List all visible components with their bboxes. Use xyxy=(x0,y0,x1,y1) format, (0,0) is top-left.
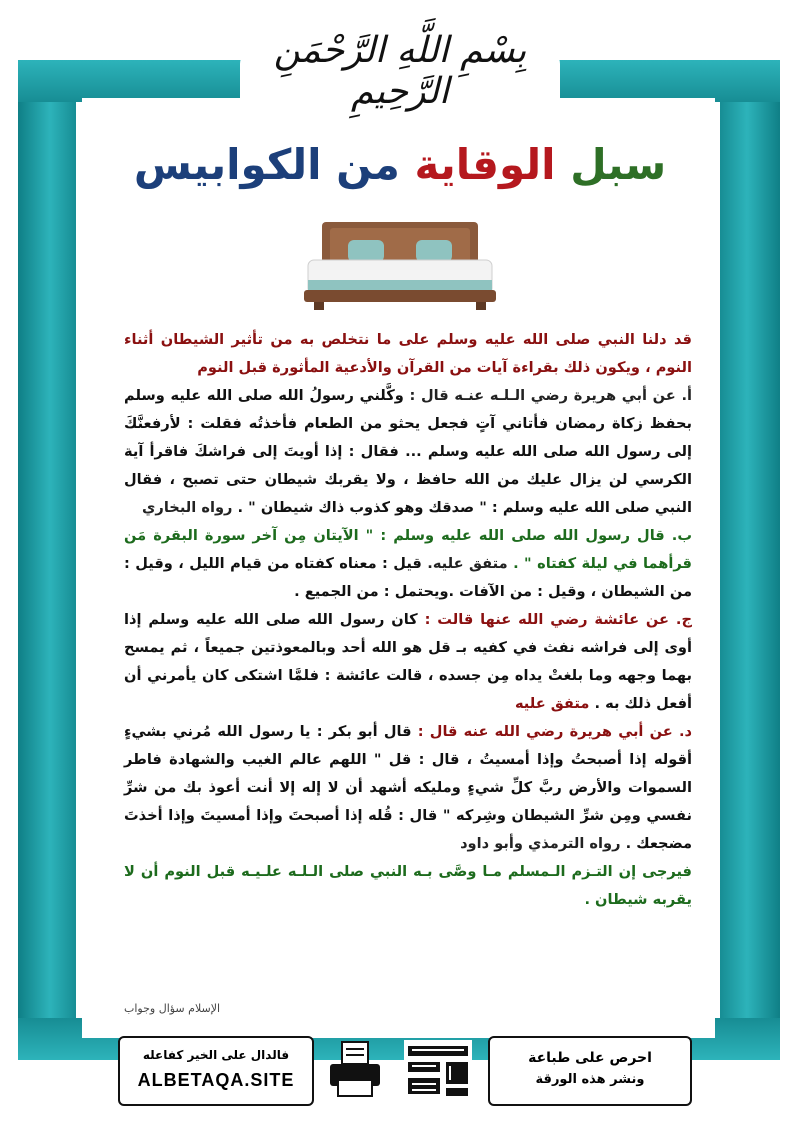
title-word-2: الوقاية xyxy=(414,140,556,189)
hadith-a xyxy=(124,382,692,522)
hadith-b-text: " الآيتان مِن آخر سورة البقرة مَن قرأهما في ليلة كفتاه " . xyxy=(124,527,692,572)
footer-print-box xyxy=(488,1036,692,1106)
basmala-calligraphy: بِسْمِ اللَّهِ الرَّحْمَنِ الرَّحِيمِ xyxy=(273,30,527,112)
hadith-b-source: متفق عليه. xyxy=(427,555,508,572)
hadith-d xyxy=(124,718,692,858)
printer-icon xyxy=(328,1040,382,1100)
dawa-logo xyxy=(400,1036,476,1104)
frame-left-bar xyxy=(18,60,76,1060)
hadith-c xyxy=(124,606,692,718)
hadith-a-text: وكَّلني رسولُ الله صلى الله عليه وسلم بحفظ زكاة رمضان فأتاني آتٍ فجعل يحثو من الطعام فأخذتُه فقلت : لأرفعنَّكَ إلى رسول الله صلى الله عليه وسلم ... فقال : إذا أويتَ إلى فراشكَ فاقرأ آية الكرسي لن يزال عليك من الله حافظ ، ولا يقربك شيطان حتى تصبح ، فقال النبي صلى الله عليه وسلم : " صدقك وهو كذوب ذاك شيطان " . xyxy=(124,387,692,516)
footer-print-line2: ونشر هذه الورقة xyxy=(535,1072,645,1087)
frame-right-bar xyxy=(720,60,780,1060)
bed-icon xyxy=(304,218,496,310)
footer-bar xyxy=(118,1036,688,1104)
hadith-c-source: متفق عليه xyxy=(514,695,590,712)
hadith-a-source: رواه البخاري xyxy=(142,499,233,516)
hadith-d-text: قال أبو بكر : يا رسول الله مُرني بشيءٍ أقوله إذا أصبحتُ وإذا أمسيتُ ، قال : قل " اللهم عالم الغيب والشهادة فاطر السموات والأرض ربَّ كلِّ شيءٍ ومليكه أشهد أن لا إله إلا أنت أعوذ بك من شرِّ نفسي ومِن شرِّ الشيطان وشِركه " قال : قُله إذا أصبحتَ وإذا أمسيتَ وإذا أخذتَ مضجعك . xyxy=(124,723,692,852)
source-credit: الإسلام سؤال وجواب xyxy=(124,1002,221,1015)
intro-paragraph: قد دلنا النبي صلى الله عليه وسلم على ما نتخلص به من تأثير الشيطان أثناء النوم ، ويكون ذلك بقراءة آيات من القرآن والأدعية المأثورة قبل النوم xyxy=(124,331,692,376)
footer-print-line1: احرص على طباعة xyxy=(528,1050,652,1066)
title-word-1: سبل xyxy=(570,140,667,189)
article-body xyxy=(124,326,692,914)
hadith-c-text: كان رسول الله صلى الله عليه وسلم إذا أوى إلى فراشه نفث في كفيه بـ قل هو الله أحد وبالمعوذتين جميعاً ، ثم يمسح بهما وجهه وما بلغتْ يداه مِن جسده ، قالت عائشة : فلمَّا اشتكى كان يأمرني أن أفعل ذلك به . xyxy=(124,611,692,712)
hadith-d-heading: د. عن أبي هريرة رضي الله عنه قال : xyxy=(417,723,692,740)
logo-calligraphy-icon xyxy=(400,1036,476,1104)
hadith-d-source: رواه الترمذي وأبو داود xyxy=(460,835,621,852)
title-word-4: الكوابيس xyxy=(133,140,322,189)
hadith-b-heading: ب. قال رسول الله صلى الله عليه وسلم : xyxy=(380,527,692,544)
title-word-3: من xyxy=(336,140,400,189)
footer-site-link[interactable]: ALBETAQA.SITE xyxy=(137,1070,295,1090)
hadith-b xyxy=(124,522,692,606)
page-title xyxy=(90,140,710,189)
footer-site-box xyxy=(118,1036,314,1106)
footer-motto: فالدال على الخير كفاعله xyxy=(142,1048,290,1062)
hadith-c-heading: ج. عن عائشة رضي الله عنها قالت : xyxy=(424,611,692,628)
hadith-a-heading: أ. عن أبي هريرة رضي الـلـه عنـه قال : xyxy=(409,387,692,404)
closing-paragraph: فيرجى إن التـزم الـمسلم مـا وصَّى بـه النبي صلى الـلـه علـيـه قبل النوم أن لا يقربه شيطان . xyxy=(124,863,692,908)
hadith-b-notes: قيل : معناه كفتاه من قيام الليل ، وقيل : من الشيطان ، وقيل : من الآفات .ويحتمل : من الجميع . xyxy=(124,555,692,600)
